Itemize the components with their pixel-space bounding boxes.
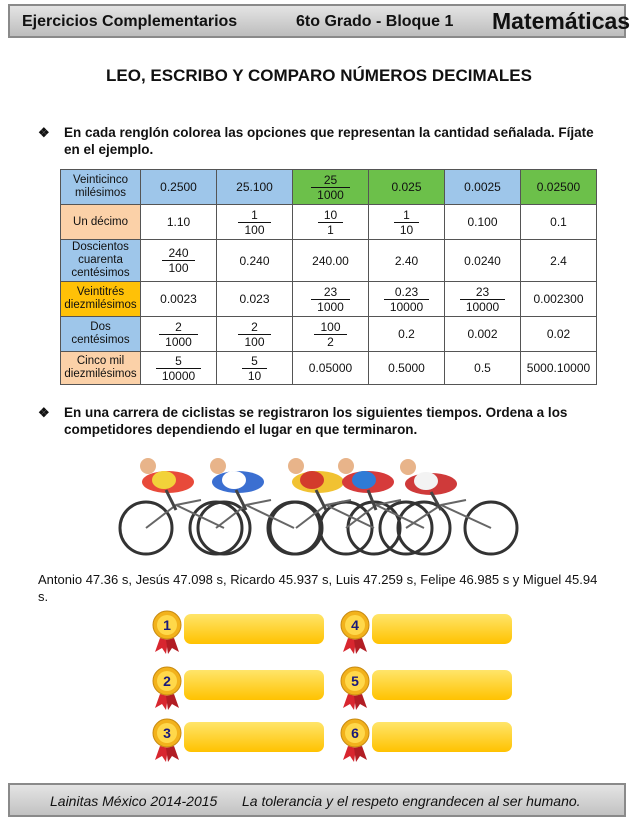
option-cell[interactable]	[141, 240, 217, 282]
fraction-numerator: 240	[162, 246, 194, 261]
row-label: Un décimo	[61, 205, 141, 240]
page-header	[8, 4, 631, 38]
fraction	[314, 320, 346, 349]
option-cell[interactable]: 5000.10000	[521, 352, 597, 385]
medal-icon	[340, 610, 370, 654]
row-label: Cinco mil diezmilésimos	[61, 352, 141, 385]
fraction-numerator: 25	[311, 173, 350, 188]
fraction-denominator: 1000	[317, 299, 344, 314]
fraction-numerator: 100	[314, 320, 346, 335]
answer-slot[interactable]	[372, 614, 512, 644]
fraction	[384, 285, 429, 314]
medal-icon	[152, 718, 182, 762]
option-cell[interactable]: 0.5000	[369, 352, 445, 385]
option-cell[interactable]	[293, 170, 369, 205]
header-grade: 6to Grado - Bloque 1	[296, 13, 454, 30]
option-cell[interactable]	[217, 352, 293, 385]
fraction	[238, 208, 270, 237]
fraction-denominator: 10000	[465, 299, 500, 314]
fraction	[238, 320, 270, 349]
option-cell[interactable]: 0.05000	[293, 352, 369, 385]
option-cell[interactable]	[217, 205, 293, 240]
option-cell[interactable]: 0.025	[369, 170, 445, 205]
option-cell[interactable]: 0.023	[217, 282, 293, 317]
option-cell[interactable]: 25.100	[217, 170, 293, 205]
table-row	[61, 205, 597, 240]
page-title: LEO, ESCRIBO Y COMPARO NÚMEROS DECIMALES	[106, 66, 532, 85]
race-times: Antonio 47.36 s, Jesús 47.098 s, Ricardo 45.937 s, Luis 47.259 s, Felipe 46.985 s y Miguel 45.94 s.	[38, 572, 598, 604]
row-label: Veintitrés diezmilésimos	[61, 282, 141, 317]
option-cell[interactable]: 0.1	[521, 205, 597, 240]
option-cell[interactable]: 1.10	[141, 205, 217, 240]
fraction-numerator: 0.23	[384, 285, 429, 300]
fraction-denominator: 100	[244, 222, 265, 237]
option-cell[interactable]	[369, 282, 445, 317]
option-cell[interactable]	[293, 282, 369, 317]
fraction-numerator: 10	[318, 208, 343, 223]
fraction-denominator: 1000	[317, 187, 344, 202]
answer-slot[interactable]	[184, 614, 324, 644]
option-cell[interactable]: 0.240	[217, 240, 293, 282]
fraction	[394, 208, 419, 237]
option-cell[interactable]	[293, 317, 369, 352]
place-number: 3	[163, 725, 171, 741]
medal-icon	[152, 666, 182, 710]
place-number: 4	[351, 617, 359, 633]
place-number: 6	[351, 725, 359, 741]
option-cell[interactable]	[445, 282, 521, 317]
place-number: 1	[163, 617, 171, 633]
answer-slot[interactable]	[184, 722, 324, 752]
option-cell[interactable]: 240.00	[293, 240, 369, 282]
fraction	[460, 285, 505, 314]
option-cell[interactable]: 0.100	[445, 205, 521, 240]
medal-icon	[340, 718, 370, 762]
fraction-denominator: 10	[247, 368, 262, 383]
option-cell[interactable]: 0.0023	[141, 282, 217, 317]
instruction-ordena	[38, 404, 598, 438]
fraction-numerator: 23	[311, 285, 350, 300]
option-cell[interactable]: 0.02500	[521, 170, 597, 205]
row-label: Veinticinco milésimos	[61, 170, 141, 205]
table-row	[61, 170, 597, 205]
option-cell[interactable]: 0.2500	[141, 170, 217, 205]
fraction-numerator: 1	[394, 208, 419, 223]
header-subject: Matemáticas	[492, 8, 631, 34]
row-label: Dos centésimos	[61, 317, 141, 352]
option-cell[interactable]	[369, 205, 445, 240]
option-cell[interactable]: 2.4	[521, 240, 597, 282]
fraction-numerator: 5	[156, 354, 201, 369]
option-cell[interactable]	[141, 352, 217, 385]
cyclists-image	[106, 450, 522, 558]
fraction-numerator: 5	[242, 354, 267, 369]
place-number: 5	[351, 673, 359, 689]
page-footer	[8, 783, 626, 817]
footer-motto: La tolerancia y el respeto engrandecen al ser humano.	[242, 793, 581, 809]
fraction-numerator: 23	[460, 285, 505, 300]
fraction-denominator: 100	[168, 261, 189, 275]
fraction-denominator: 100	[244, 334, 265, 349]
decimal-table	[60, 169, 597, 385]
fraction-denominator: 1000	[165, 334, 192, 349]
fraction	[311, 285, 350, 314]
option-cell[interactable]: 2.40	[369, 240, 445, 282]
fraction	[159, 320, 198, 349]
footer-credit: Lainitas México 2014-2015	[50, 793, 218, 809]
table-row	[61, 282, 597, 317]
option-cell[interactable]: 0.5	[445, 352, 521, 385]
fraction-denominator: 10000	[389, 299, 424, 314]
fraction-denominator: 10000	[161, 368, 196, 383]
option-cell[interactable]: 0.0025	[445, 170, 521, 205]
fraction-denominator: 1	[327, 222, 334, 237]
diamond-bullet-icon: ❖	[38, 125, 50, 140]
answer-slot[interactable]	[372, 670, 512, 700]
fraction-numerator: 2	[159, 320, 198, 335]
place-number: 2	[163, 673, 171, 689]
fraction-numerator: 2	[238, 320, 270, 335]
answer-slot[interactable]	[372, 722, 512, 752]
answer-slot[interactable]	[184, 670, 324, 700]
medal-icon	[152, 610, 182, 654]
medal-icon	[340, 666, 370, 710]
fraction-denominator: 10	[399, 222, 414, 237]
instruction-text: En una carrera de ciclistas se registraron los siguientes tiempos. Ordena a los competidores dependiendo el lugar en que terminaron.	[64, 405, 568, 437]
option-cell[interactable]	[293, 205, 369, 240]
option-cell[interactable]	[141, 317, 217, 352]
fraction-numerator: 1	[238, 208, 270, 223]
instruction-colorea	[38, 124, 598, 158]
fraction	[242, 354, 267, 383]
option-cell[interactable]: 0.0240	[445, 240, 521, 282]
option-cell[interactable]: 0.002	[445, 317, 521, 352]
fraction	[162, 246, 194, 275]
fraction	[156, 354, 201, 383]
row-label: Doscientos cuarenta centésimos	[61, 240, 141, 282]
fraction	[318, 208, 343, 237]
table-row	[61, 240, 597, 282]
instruction-text: En cada renglón colorea las opciones que representan la cantidad señalada. Fíjate en el ejemplo.	[64, 125, 594, 157]
fraction-denominator: 2	[327, 334, 334, 349]
option-cell[interactable]: 0.02	[521, 317, 597, 352]
table-row	[61, 317, 597, 352]
option-cell[interactable]: 0.2	[369, 317, 445, 352]
option-cell[interactable]	[217, 317, 293, 352]
diamond-bullet-icon: ❖	[38, 405, 50, 420]
header-course: Ejercicios Complementarios	[22, 13, 238, 30]
table-row	[61, 352, 597, 385]
option-cell[interactable]: 0.002300	[521, 282, 597, 317]
fraction	[311, 173, 350, 202]
